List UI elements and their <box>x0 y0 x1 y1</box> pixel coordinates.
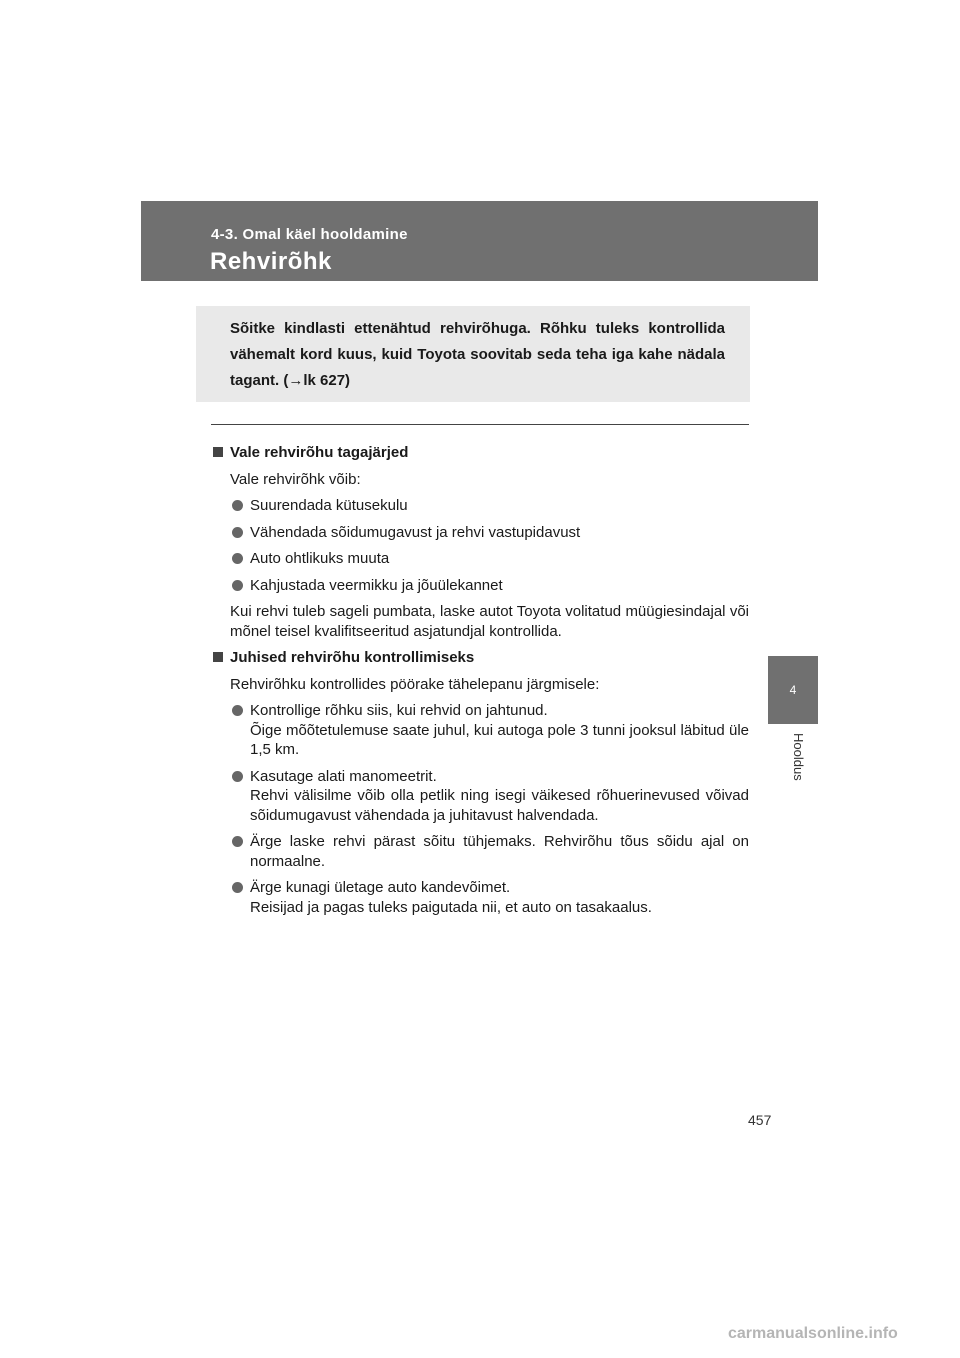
section-heading <box>211 443 749 463</box>
circle-bullet-icon <box>232 553 243 564</box>
square-bullet-icon <box>213 652 223 662</box>
list-item <box>211 832 749 871</box>
circle-bullet-icon <box>232 882 243 893</box>
list-item-text: Kahjustada veermikku ja jõuülekannet <box>250 576 503 594</box>
list-item-title: Kontrollige rõhku siis, kui rehvid on jahtunud. <box>250 702 548 719</box>
section-closing: Kui rehvi tuleb sageli pumbata, laske autot Toyota volitatud müügiesindajal või mõnel teisel kvalifitseeritud asjatundjal kontrollida. <box>230 603 749 640</box>
section-lead: Rehvirõhku kontrollides pöörake tähelepanu järgmisele: <box>230 675 600 693</box>
watermark: carmanualsonline.info <box>728 1325 898 1342</box>
list-item-content <box>250 832 749 871</box>
list-item <box>211 576 749 596</box>
section-heading <box>211 648 749 668</box>
circle-bullet-icon <box>232 500 243 511</box>
list-item-title: Kasutage alati manomeetrit. <box>250 767 437 785</box>
section-label: 4-3. Omal käel hooldamine <box>211 226 408 243</box>
circle-bullet-icon <box>232 771 243 782</box>
list-item-content <box>250 767 749 826</box>
list-item-text: Reisijad ja pagas tuleks paigutada nii, et auto on tasakaalus. <box>250 898 652 916</box>
list-item-content <box>250 701 749 760</box>
page-number: 457 <box>748 1112 772 1128</box>
circle-bullet-icon <box>232 527 243 538</box>
list-item-text: Auto ohtlikuks muuta <box>250 550 390 567</box>
list-item <box>211 701 749 760</box>
list-item-text: Õige mõõtetulemuse saate juhul, kui autoga pole 3 tunni jooksul läbitud üle 1,5 km. <box>250 721 749 758</box>
chapter-label: Hooldus <box>791 733 806 781</box>
divider <box>211 424 749 425</box>
section-heading-text: Vale rehvirõhu tagajärjed <box>230 444 409 461</box>
chapter-tab: 4 <box>768 656 818 724</box>
square-bullet-icon <box>213 447 223 457</box>
list-item <box>211 767 749 826</box>
section-heading-text: Juhised rehvirõhu kontrollimiseks <box>230 649 475 666</box>
circle-bullet-icon <box>232 705 243 716</box>
page-title: Rehvirõhk <box>210 248 332 275</box>
list-item-text: Rehvi välisilme võib olla petlik ning isegi väikesed rõhuerinevused võivad sõidumugavust vähendada ja juhitavust halvendada. <box>250 787 749 824</box>
list-item-text: Vähendada sõidumugavust ja rehvi vastupidavust <box>250 523 581 541</box>
section-lead: Vale rehvirõhk võib: <box>230 470 361 488</box>
list-item <box>211 496 749 516</box>
list-item-title: Ärge kunagi ületage auto kandevõimet. <box>250 879 511 896</box>
list-item <box>211 878 749 917</box>
list-item-content <box>250 878 749 917</box>
intro-text: Sõitke kindlasti ettenähtud rehvirõhuga. Rõhku tuleks kontrollida vähemalt kord kuus, kuid Toyota soovitab seda teha iga kahe nädala tagant. (→lk 627) <box>230 320 725 389</box>
body-content <box>211 443 749 924</box>
list-item-text: Suurendada kütusekulu <box>250 497 408 514</box>
list-item-title: Ärge laske rehvi pärast sõitu tühjemaks. Rehvirõhu tõus sõidu ajal on normaalne. <box>250 833 749 870</box>
circle-bullet-icon <box>232 836 243 847</box>
list-item <box>211 549 749 569</box>
circle-bullet-icon <box>232 580 243 591</box>
list-item <box>211 523 749 543</box>
